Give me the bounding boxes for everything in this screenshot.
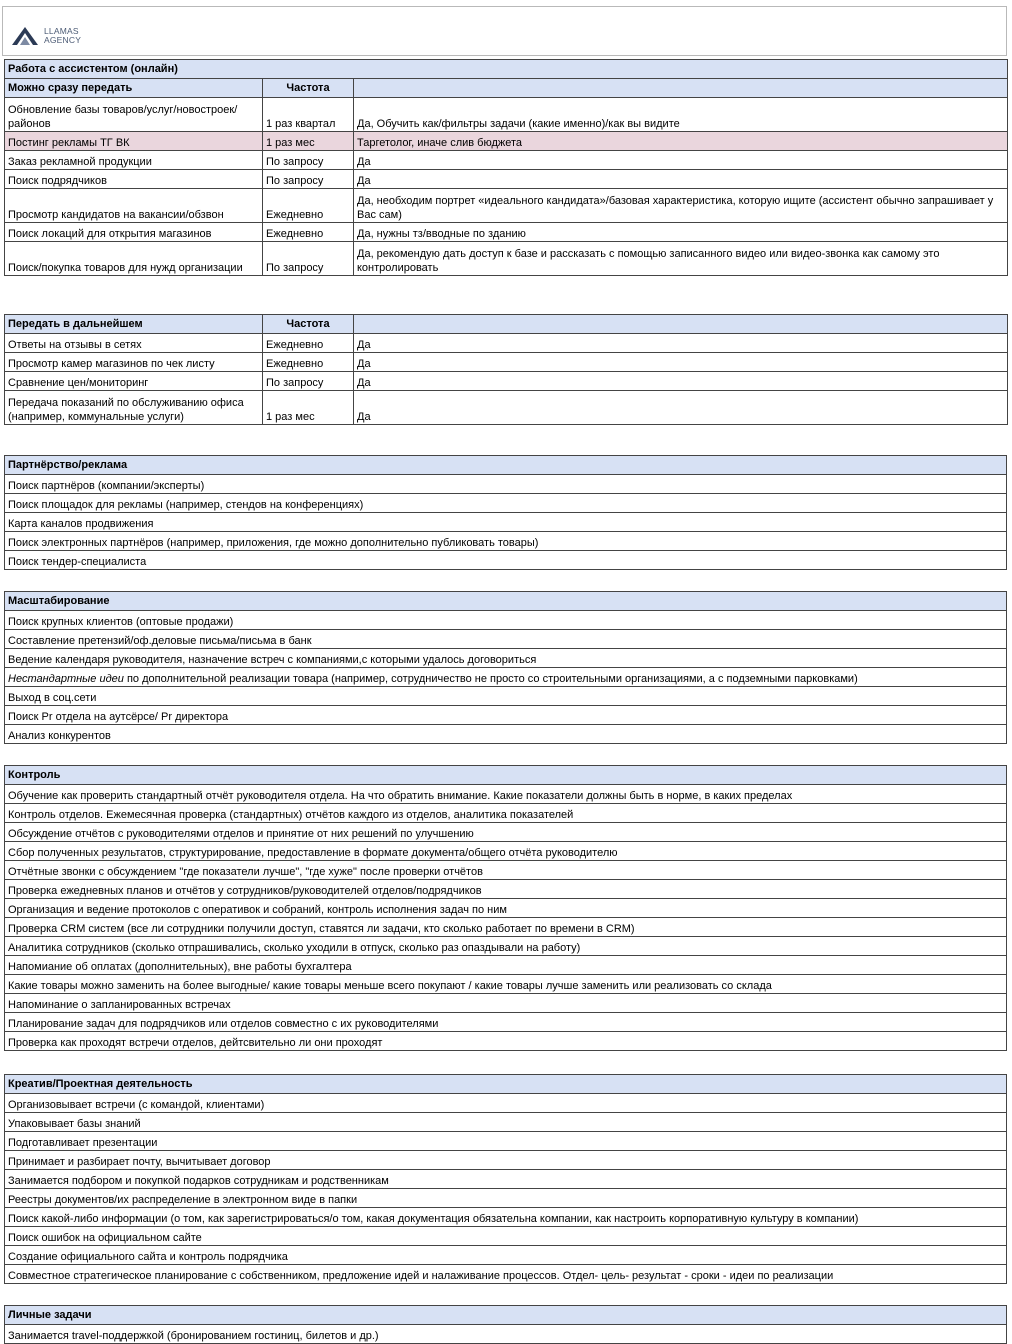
personal-tasks-table xyxy=(4,1305,1007,1344)
list-item: Сбор полученных результатов, структурирование, предоставление в формате документа/общего отчёта руководителю xyxy=(5,842,1007,861)
sheet-header xyxy=(2,6,1007,56)
list-item: Контроль отделов. Ежемесячная проверка (стандартных) отчётов каждого из отделов, аналитика показателей xyxy=(5,804,1007,823)
column-header-comment xyxy=(354,79,1008,98)
comment-cell: Да xyxy=(354,353,1008,372)
comment-cell: Да xyxy=(354,391,1008,425)
task-cell: Постинг рекламы ТГ ВК xyxy=(5,132,263,151)
frequency-cell: По запросу xyxy=(263,170,354,189)
list-item: Составление претензий/оф.деловые письма/письма в банк xyxy=(5,630,1007,649)
task-cell: Поиск локаций для открытия магазинов xyxy=(5,223,263,242)
frequency-cell: 1 раз мес xyxy=(263,132,354,151)
section-header: Личные задачи xyxy=(5,1306,1007,1325)
table-row xyxy=(5,189,1008,223)
list-item: Какие товары можно заменить на более выгодные/ какие товары меньше всего покупают / какие товары лучше заменить или реализовать со склада xyxy=(5,975,1007,994)
immediate-tasks-table xyxy=(4,59,1008,276)
list-item xyxy=(5,668,1007,687)
table-row xyxy=(5,170,1008,189)
list-item: Занимается travel-поддержкой (бронированием гостиниц, билетов и др.) xyxy=(5,1325,1007,1344)
task-cell: Поиск/покупка товаров для нужд организации xyxy=(5,242,263,276)
list-item: Совместное стратегическое планирование с собственником, предложение идей и налаживание процессов. Отдел- цель- результат - сроки - идеи по реализации xyxy=(5,1265,1007,1284)
mountain-logo-icon xyxy=(11,26,39,46)
list-item: Напомиание об оплатах (дополнительных), вне работы бухгалтера xyxy=(5,956,1007,975)
control-table xyxy=(4,765,1007,1051)
comment-cell: Да xyxy=(354,151,1008,170)
list-item: Планирование задач для подрядчиков или отделов совместно с их руководителями xyxy=(5,1013,1007,1032)
task-cell: Поиск подрядчиков xyxy=(5,170,263,189)
table-row xyxy=(5,151,1008,170)
column-header-task: Передать в дальнейшем xyxy=(5,315,263,334)
task-cell: Передача показаний по обслуживанию офиса (например, коммунальные услуги) xyxy=(5,391,263,425)
list-item: Выход в соц.сети xyxy=(5,687,1007,706)
list-item: Поиск площадок для рекламы (например, стендов на конференциях) xyxy=(5,494,1007,513)
section-header: Контроль xyxy=(5,766,1007,785)
list-item: Подготавливает презентации xyxy=(5,1132,1007,1151)
table-row xyxy=(5,223,1008,242)
section-header: Креатив/Проектная деятельность xyxy=(5,1075,1007,1094)
list-item: Напоминание о запланированных встречах xyxy=(5,994,1007,1013)
task-cell: Сравнение цен/мониторинг xyxy=(5,372,263,391)
partnership-table xyxy=(4,455,1007,570)
comment-cell: Да, нужны тз/вводные по зданию xyxy=(354,223,1008,242)
logo-line-2: AGENCY xyxy=(44,35,82,45)
list-item: Организовывает встречи (с командой, клиентами) xyxy=(5,1094,1007,1113)
table-row xyxy=(5,334,1008,353)
list-item: Поиск какой-либо информации (о том, как зарегистрироваться/о том, какая документация обязательна компании, как настроить корпоративную культуру в компании) xyxy=(5,1208,1007,1227)
task-cell: Просмотр кандидатов на вакансии/обзвон xyxy=(5,189,263,223)
task-cell: Обновление базы товаров/услуг/новостроек/районов xyxy=(5,98,263,132)
creative-table xyxy=(4,1074,1007,1284)
frequency-cell: По запросу xyxy=(263,242,354,276)
section-header: Масштабирование xyxy=(5,592,1007,611)
list-item: Принимает и разбирает почту, вычитывает договор xyxy=(5,1151,1007,1170)
column-header-frequency: Частота xyxy=(263,79,354,98)
comment-cell: Да, Обучить как/фильтры задачи (какие именно)/как вы видите xyxy=(354,98,1008,132)
list-item: Аналитика сотрудников (сколько отпрашивались, сколько уходили в отпуск, сколько раз опаздывали на работу) xyxy=(5,937,1007,956)
list-item: Упаковывает базы знаний xyxy=(5,1113,1007,1132)
table-row xyxy=(5,98,1008,132)
list-item: Реестры документов/их распределение в электронном виде в папки xyxy=(5,1189,1007,1208)
section-title: Работа с ассистентом (онлайн) xyxy=(5,60,1008,79)
list-item: Создание официального сайта и контроль подрядчика xyxy=(5,1246,1007,1265)
future-tasks-table xyxy=(4,314,1008,425)
list-item: Карта каналов продвижения xyxy=(5,513,1007,532)
list-item: Организация и ведение протоколов с оперативок и собраний, контроль исполнения задач по ним xyxy=(5,899,1007,918)
task-cell: Заказ рекламной продукции xyxy=(5,151,263,170)
list-item: Обучение как проверить стандартный отчёт руководителя отдела. На что обратить внимание. Какие показатели должны быть в норме, в каких пределах xyxy=(5,785,1007,804)
list-item: Отчётные звонки с обсуждением "где показатели лучше", "где хуже" после проверки отчётов xyxy=(5,861,1007,880)
column-header-frequency: Частота xyxy=(263,315,354,334)
section-title-row xyxy=(5,60,1008,79)
frequency-cell: Ежедневно xyxy=(263,223,354,242)
frequency-cell: 1 раз мес xyxy=(263,391,354,425)
comment-cell: Да, необходим портрет «идеального кандидата»/базовая характеристика, которую ищите (ассистент обычно запрашивает у Вас сам) xyxy=(354,189,1008,223)
list-item: Занимается подбором и покупкой подарков сотрудникам и родственникам xyxy=(5,1170,1007,1189)
list-item: Поиск электронных партнёров (например, приложения, где можно дополнительно публиковать товары) xyxy=(5,532,1007,551)
list-item: Поиск Pr отдела на аутсёрсе/ Pr директора xyxy=(5,706,1007,725)
column-header-task: Можно сразу передать xyxy=(5,79,263,98)
list-item: Обсуждение отчётов с руководителями отделов и принятие от них решений по улучшению xyxy=(5,823,1007,842)
column-header-comment xyxy=(354,315,1008,334)
comment-cell: Да xyxy=(354,170,1008,189)
list-item: Проверка ежедневных планов и отчётов у сотрудников/руководителей отделов/подрядчиков xyxy=(5,880,1007,899)
item-text: по дополнительной реализации товара (например, сотрудничество не просто со строительными организациями, а с подземными парковками) xyxy=(123,673,858,685)
frequency-cell: По запросу xyxy=(263,372,354,391)
logo-line-1: LLAMAS xyxy=(44,26,79,36)
task-cell: Ответы на отзывы в сетях xyxy=(5,334,263,353)
table-row xyxy=(5,391,1008,425)
table-row xyxy=(5,372,1008,391)
frequency-cell: По запросу xyxy=(263,151,354,170)
frequency-cell: 1 раз квартал xyxy=(263,98,354,132)
table-row xyxy=(5,353,1008,372)
list-item: Поиск ошибок на официальном сайте xyxy=(5,1227,1007,1246)
list-item: Поиск тендер-специалиста xyxy=(5,551,1007,570)
list-item: Анализ конкурентов xyxy=(5,725,1007,744)
italic-text: Нестандартные идеи xyxy=(8,673,124,685)
scaling-table xyxy=(4,591,1007,744)
frequency-cell: Ежедневно xyxy=(263,334,354,353)
list-item: Поиск партнёров (компании/эксперты) xyxy=(5,475,1007,494)
frequency-cell: Ежедневно xyxy=(263,189,354,223)
list-item: Проверка как проходят встречи отделов, дейтсвительно ли они проходят xyxy=(5,1032,1007,1051)
llamas-agency-logo xyxy=(11,26,81,46)
table-header-row xyxy=(5,315,1008,334)
table-row-highlighted xyxy=(5,132,1008,151)
table-row xyxy=(5,242,1008,276)
comment-cell: Да, рекомендую дать доступ к базе и рассказать с помощью записанного видео или видео-звонка как самому это контролировать xyxy=(354,242,1008,276)
table-header-row xyxy=(5,79,1008,98)
comment-cell: Да xyxy=(354,334,1008,353)
comment-cell: Таргетолог, иначе слив бюджета xyxy=(354,132,1008,151)
list-item: Поиск крупных клиентов (оптовые продажи) xyxy=(5,611,1007,630)
list-item: Проверка CRM систем (все ли сотрудники получили доступ, ставятся ли задачи, кто сколько работает по времени в CRM) xyxy=(5,918,1007,937)
task-cell: Просмотр камер магазинов по чек листу xyxy=(5,353,263,372)
list-item: Ведение календаря руководителя, назначение встреч с компаниями,с которыми удалось договориться xyxy=(5,649,1007,668)
frequency-cell: Ежедневно xyxy=(263,353,354,372)
section-header: Партнёрство/реклама xyxy=(5,456,1007,475)
comment-cell: Да xyxy=(354,372,1008,391)
